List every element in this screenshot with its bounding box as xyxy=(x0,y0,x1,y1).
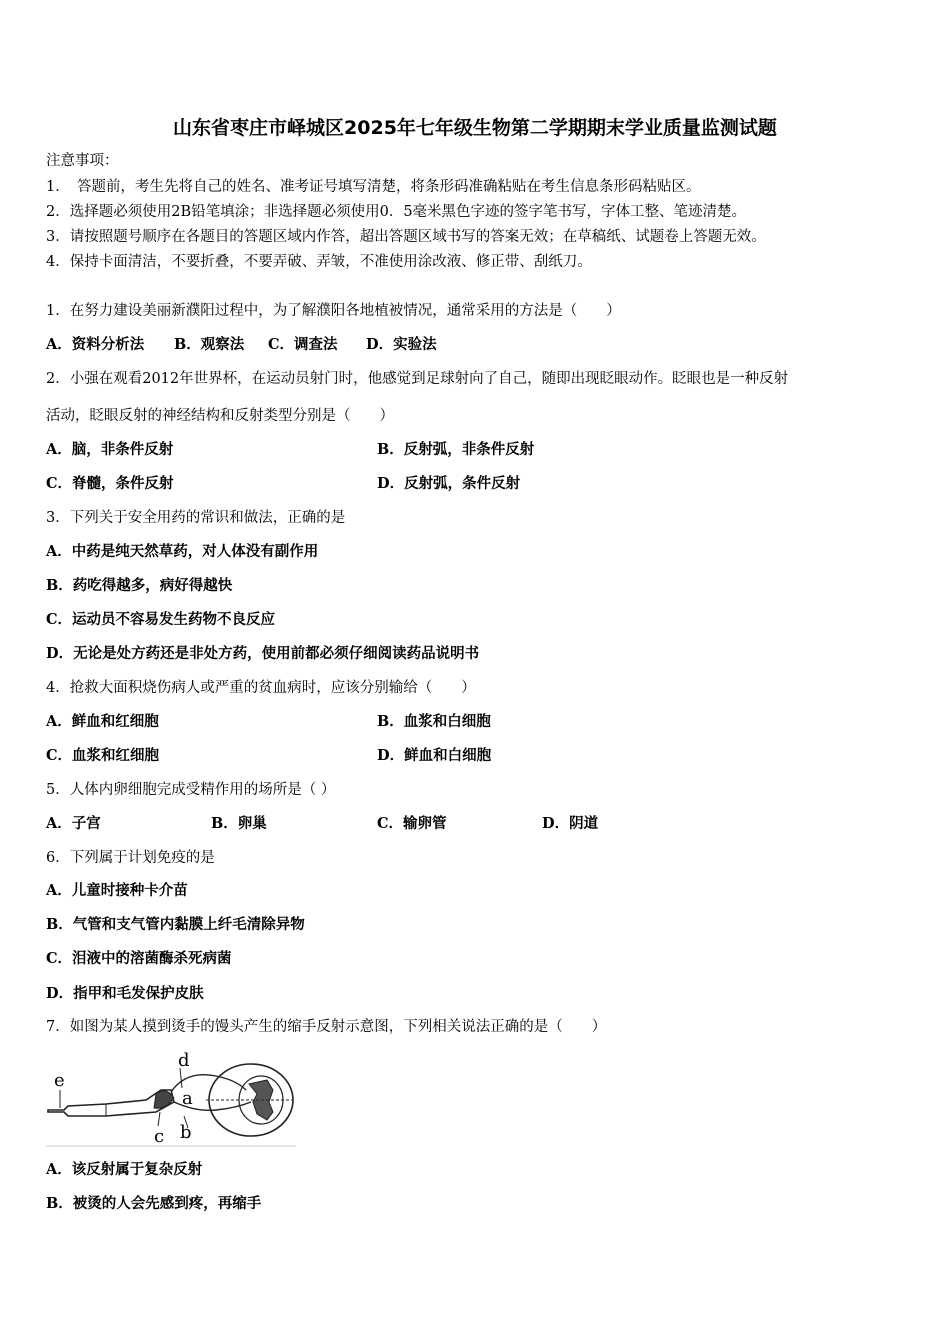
q7-option-b: B．被烫的人会先感到疼，再缩手 xyxy=(46,1195,262,1212)
q3-option-a: A．中药是纯天然草药，对人体没有副作用 xyxy=(46,543,319,560)
q6-option-a: A．儿童时接种卡介苗 xyxy=(46,882,188,899)
figure-label-e: e xyxy=(54,1070,65,1091)
question-1-stem: 1．在努力建设美丽新濮阳过程中，为了解濮阳各地植被情况，通常采用的方法是（ ） xyxy=(46,303,621,319)
q1-option-a: A．资料分析法 xyxy=(46,336,145,353)
question-2-stem: 2．小强在观看2012年世界杯，在运动员射门时，他感觉到足球射向了自己，随即出现眨眼动作。眨眼也是一种反射 xyxy=(46,371,789,387)
question-3-stem: 3．下列关于安全用药的常识和做法，正确的是 xyxy=(46,510,346,526)
q1-option-d: D．实验法 xyxy=(366,336,437,353)
q6-option-b: B．气管和支气管内黏膜上纤毛清除异物 xyxy=(46,916,305,933)
q3-option-d: D．无论是处方药还是非处方药，使用前都必须仔细阅读药品说明书 xyxy=(46,645,480,662)
q2-option-b: B．反射弧，非条件反射 xyxy=(377,441,535,458)
q7-option-a: A．该反射属于复杂反射 xyxy=(46,1161,203,1178)
q2-option-c: C．脊髓，条件反射 xyxy=(46,475,174,492)
figure-label-b: b xyxy=(180,1122,192,1143)
question-7-stem: 7．如图为某人摸到烫手的馒头产生的缩手反射示意图，下列相关说法正确的是（ ） xyxy=(46,1019,607,1035)
notice-item-2: 2．选择题必须使用2B铅笔填涂；非选择题必须使用0．5毫米黑色字迹的签字笔书写，字体工整、笔迹清楚。 xyxy=(46,204,747,220)
q6-option-c: C．泪液中的溶菌酶杀死病菌 xyxy=(46,950,232,967)
question-2-stem-cont: 活动，眨眼反射的神经结构和反射类型分别是（ ） xyxy=(46,408,394,424)
q4-option-c: C．血浆和红细胞 xyxy=(46,747,160,764)
page-title: 山东省枣庄市峄城区2025年七年级生物第二学期期末学业质量监测试题 xyxy=(173,117,777,139)
reflex-arc-diagram xyxy=(46,1050,296,1148)
q2-option-a: A．脑，非条件反射 xyxy=(46,441,174,458)
figure-label-d: d xyxy=(178,1050,190,1071)
q4-option-a: A．鲜血和红细胞 xyxy=(46,713,159,730)
q5-option-b: B．卵巢 xyxy=(211,815,267,832)
question-4-stem: 4．抢救大面积烧伤病人或严重的贫血病时，应该分别输给（ ） xyxy=(46,680,476,696)
q3-option-c: C．运动员不容易发生药物不良反应 xyxy=(46,611,276,628)
q2-option-d: D．反射弧，条件反射 xyxy=(377,475,521,492)
q4-option-b: B．血浆和白细胞 xyxy=(377,713,491,730)
figure-label-c: c xyxy=(154,1126,165,1147)
figure-label-a: a xyxy=(182,1088,193,1109)
notice-item-4: 4．保持卡面清洁，不要折叠，不要弄破、弄皱，不准使用涂改液、修正带、刮纸刀。 xyxy=(46,254,592,270)
notice-item-3: 3．请按照题号顺序在各题目的答题区域内作答，超出答题区域书写的答案无效；在草稿纸、试题卷上答题无效。 xyxy=(46,229,766,245)
q1-option-b: B．观察法 xyxy=(174,336,245,353)
q5-option-c: C．输卵管 xyxy=(377,815,447,832)
q5-option-a: A．子宫 xyxy=(46,815,101,832)
notice-heading: 注意事项： xyxy=(46,153,119,169)
question-6-stem: 6．下列属于计划免疫的是 xyxy=(46,850,215,866)
q6-option-d: D．指甲和毛发保护皮肤 xyxy=(46,985,204,1002)
question-5-stem: 5．人体内卵细胞完成受精作用的场所是（ ） xyxy=(46,782,336,798)
q1-option-c: C．调查法 xyxy=(268,336,338,353)
q4-option-d: D．鲜血和白细胞 xyxy=(377,747,492,764)
q3-option-b: B．药吃得越多，病好得越快 xyxy=(46,577,233,594)
reflex-arc-figure xyxy=(46,1050,296,1148)
q5-option-d: D．阴道 xyxy=(542,815,599,832)
notice-item-1: 1． 答题前，考生先将自己的姓名、准考证号填写清楚，将条形码准确粘贴在考生信息条形码粘贴区。 xyxy=(46,179,701,195)
